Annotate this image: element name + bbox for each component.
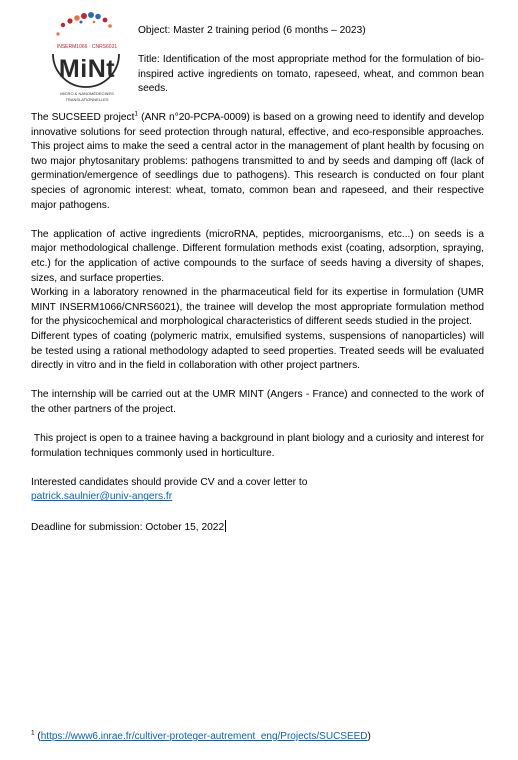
footnote-url-link[interactable]: https://www6.inrae.fr/cultiver-proteger-autrement_eng/Projects/SUCSEED [40,731,368,742]
paragraph-project [31,111,484,213]
paragraph-coating: Different types of coating (polymeric matrix, emulsified systems, suspensions of nanoparticles) will be tested using a rational methodology adapted to seed properties. Treated seeds will be evaluated directly in vitro and in the field in collaboration with other project partners. [31,330,484,372]
project-description: (ANR n°20-PCPA-0009) is based on a growing need to identify and develop innovative solutions for seed protection through natural, effective, and eco-responsible approaches. This project aims to make the seed a central actor in the management of plant health by focusing on two major phytosanitary problems: pathogens transmitted to and by seeds and damping off (lack of germination/emergence of seedlings due to pathogens). This research is conducted on four plant species of agronomic interest: wheat, tomato, common bean and rapeseed, and their respective major pathogens. [31,112,484,211]
paragraph-apply: Interested candidates should provide CV and a cover letter to [31,476,308,488]
object-line: Object: Master 2 training period (6 months – 2023) [138,25,366,36]
email-link[interactable]: patrick.saulnier@univ-angers.fr [31,491,173,503]
footnote-ref[interactable]: 1 [134,110,139,118]
logo-subtitle [48,91,126,103]
title-text: Title: Identification of the most appropriate method for the formulation of bio-inspired active ingredients on tomato, rapeseed, wheat, and common bean seeds. [138,54,484,95]
paragraph-laboratory: Working in a laboratory renowned in the pharmaceutical field for its expertise in formulation (UMR MINT INSERM1066/CNRS6021), the trainee will develop the most appropriate formulation method for the physicochemical and morphological characteristics of different seeds studied in the project. [31,287,484,328]
paragraph-trainee: This project is open to a trainee having a background in plant biology and a curiosity and interest for formulation techniques commonly used in horticulture. [31,433,487,459]
footnote-open: ( [34,731,41,742]
paragraph-internship: The internship will be carried out at the UMR MINT (Angers - France) and connected to the work of the other partners of the project. [31,389,484,415]
project-intro: The SUCSEED project [31,112,135,123]
text-cursor [225,520,226,532]
deadline-text: Deadline for submission: October 15, 2022 [31,521,225,533]
logo-name: MiNt [58,55,116,83]
footnote-close: ) [367,731,371,742]
mint-logo [48,10,124,110]
document-body [31,110,487,535]
paragraph-deadline [31,520,484,536]
logo-subtitle-line2: TRANSLATIONNELLES [65,97,109,102]
logo-inserm-text: INSERM1066 · CNRS6021 [56,44,118,50]
paragraph-application: The application of active ingredients (microRNA, peptides, microorganisms, etc...) on seeds is a major methodological challenge. Different formulation methods exist (coating, adsorption, spraying, etc.) for the application of active compounds to the surface of seeds having a diversity of shapes, sizes, and surface properties. [31,228,484,284]
footnote [31,730,491,745]
logo-subtitle-line1: MICRO & NANOMÉDECINES [60,91,114,96]
footnote-mark: 1 [31,729,35,737]
